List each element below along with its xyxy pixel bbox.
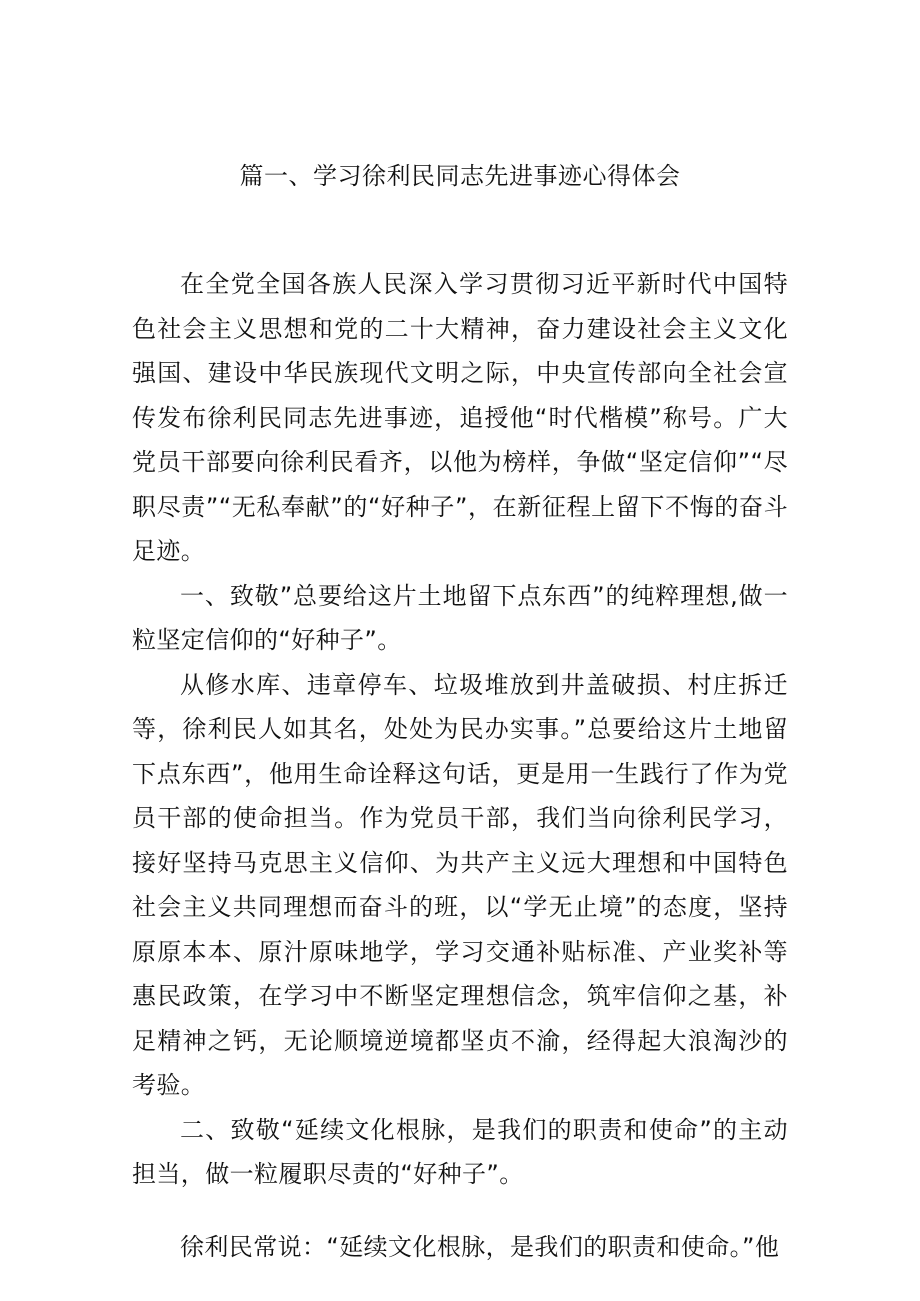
intro-paragraph: 在全党全国各族人民深入学习贯彻习近平新时代中国特色社会主义思想和党的二十大精神，奋力建设社会主义文化强国、建设中华民族现代文明之际，中央宣传部向全社会宣传发布徐利民同志先进事迹，追授他“时代楷模”称号。广大党员干部要向徐利民看齐，以他为榜样，争做“坚定信仰”“尽职尽责”“无私奉献”的“好种子”，在新征程上留下不悔的奋斗足迹。 — [132, 270, 788, 565]
document-title: 篇一、学习徐利民同志先进事迹心得体会 — [239, 162, 681, 190]
section-one-paragraph: 从修水库、违章停车、垃圾堆放到井盖破损、村庄拆迁等，徐利民人如其名，处处为民办实事。”总要给这片土地留下点东西”，他用生命诠释这句话，更是用一生践行了作为党员干部的使命担当。作为党员干部，我们当向徐利民学习，接好坚持马克思主义信仰、为共产主义远大理想和中国特色社会主义共同理想而奋斗的班，以“学无止境”的态度，坚持原原本本、原汁原味地学，学习交通补贴标准、产业奖补等惠民政策，在学习中不断坚定理想信念，筑牢信仰之基，补足精神之钙，无论顺境逆境都坚贞不渝，经得起大浪淘沙的考验。 — [132, 670, 788, 1099]
section-two-heading: 二、致敬“延续文化根脉，是我们的职责和使命”的主动担当，做一粒履职尽责的“好种子”。 — [132, 1115, 788, 1188]
document-body — [132, 262, 788, 1269]
section-two-paragraph: 徐利民常说：“延续文化根脉，是我们的职责和使命。”他 — [180, 1232, 780, 1261]
section-one-heading: 一、致敬”总要给这片土地留下点东西”的纯粹理想,做一粒坚定信仰的“好种子”。 — [132, 581, 788, 654]
